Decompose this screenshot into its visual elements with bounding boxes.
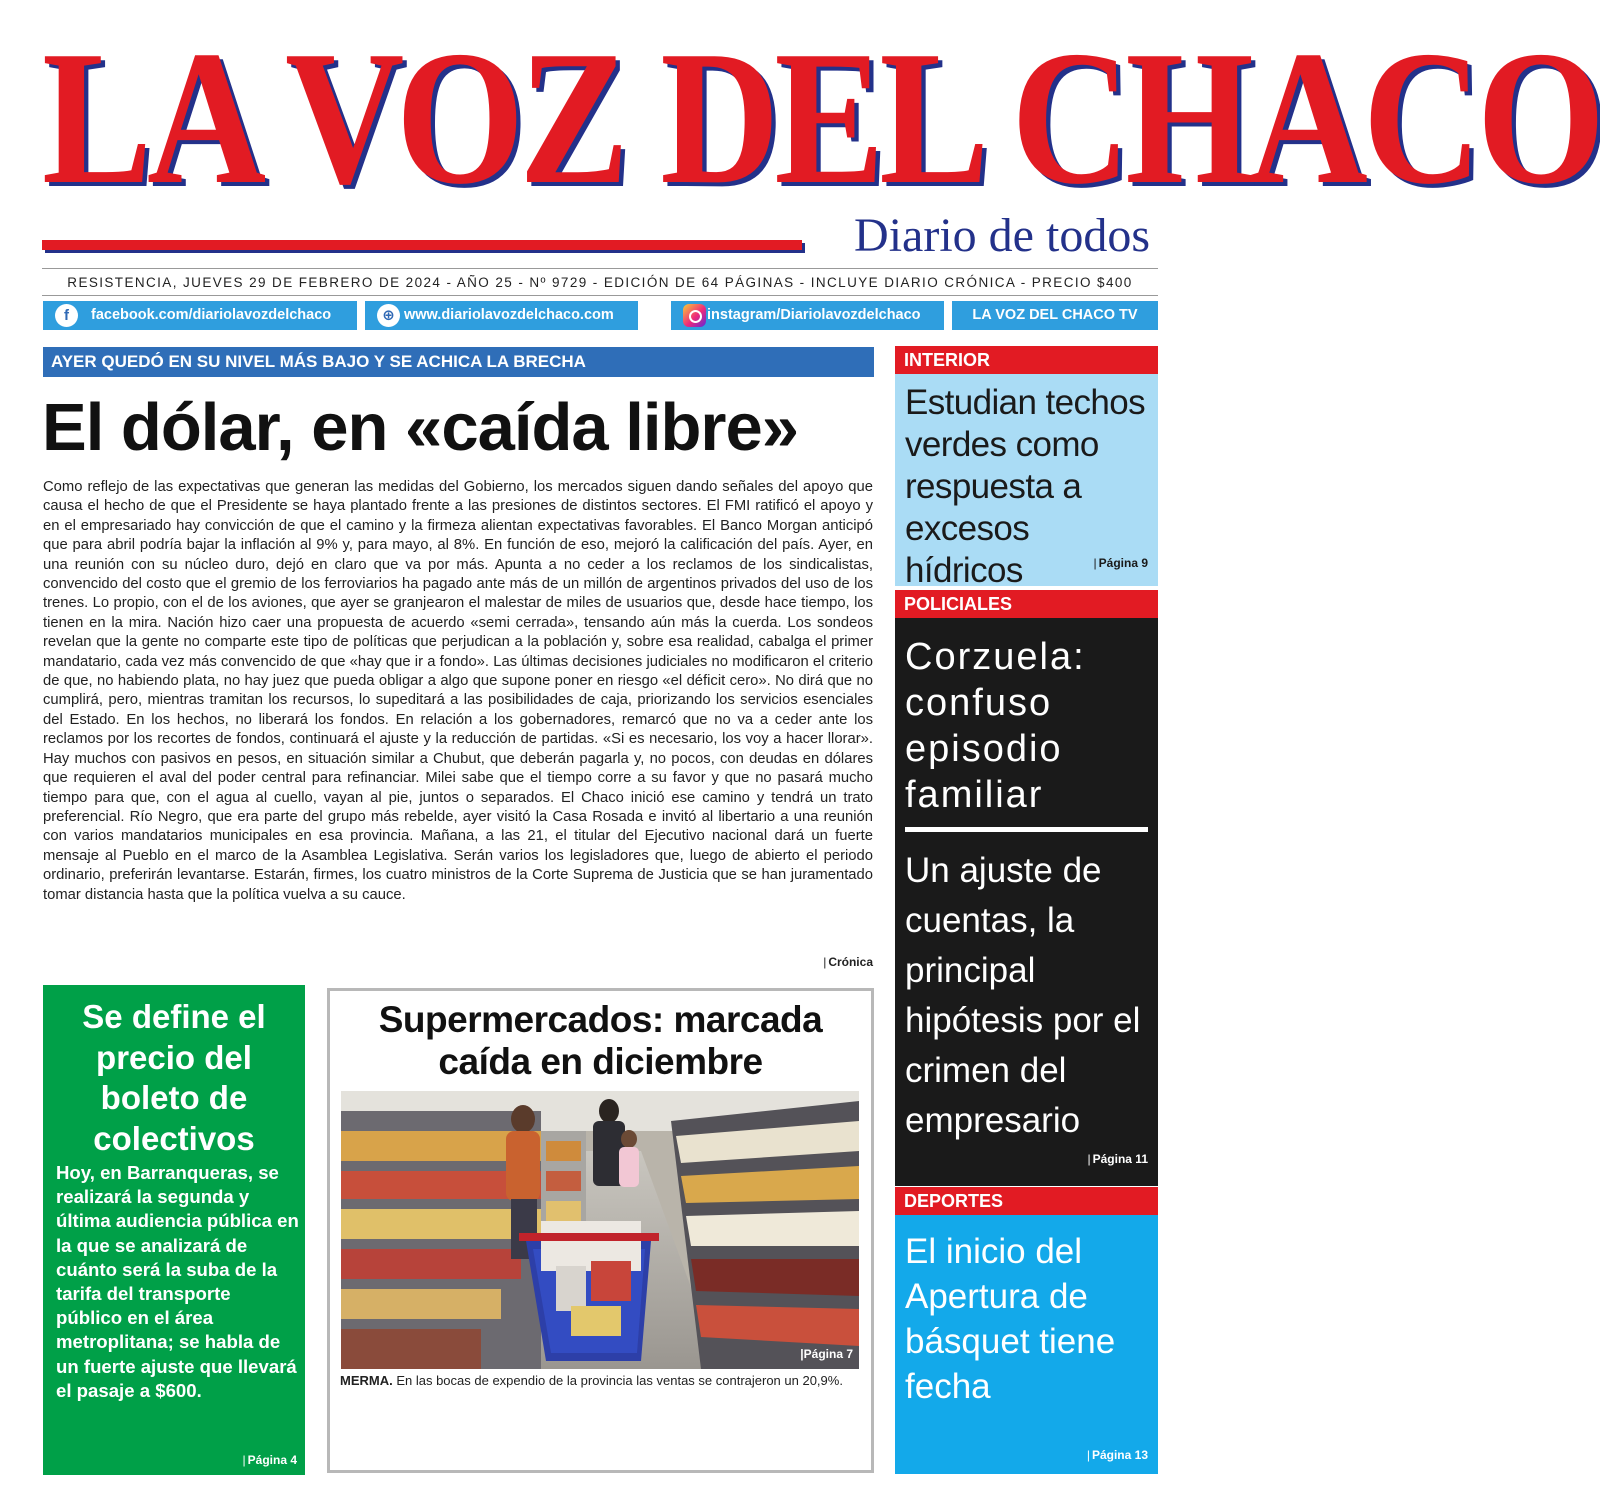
policiales-headline-1: Corzuela: confuso episodio familiar bbox=[905, 636, 1086, 816]
main-kicker: AYER QUEDÓ EN SU NIVEL MÁS BAJO Y SE ACHICA LA BRECHA bbox=[43, 347, 874, 377]
masthead-subtitle: Diario de todos bbox=[854, 209, 1150, 262]
masthead-rule bbox=[42, 240, 802, 250]
instagram-link[interactable] bbox=[671, 301, 944, 330]
section-interior: INTERIOR bbox=[895, 346, 1158, 374]
policiales-box[interactable] bbox=[895, 618, 1158, 1186]
globe-icon: ⊕ bbox=[377, 304, 400, 327]
facebook-icon: f bbox=[55, 304, 78, 327]
tv-label: LA VOZ DEL CHACO TV bbox=[972, 307, 1138, 323]
facebook-link[interactable] bbox=[43, 301, 357, 330]
masthead bbox=[40, 11, 1600, 262]
policiales-headline-2: Un ajuste de cuentas, la principal hipótesis por el crimen del empresario bbox=[905, 851, 1141, 1140]
boleto-headline: Se define el precio del boleto de colectivos bbox=[82, 998, 266, 1157]
masthead-title: LA VOZ DEL CHACO bbox=[42, 11, 1600, 224]
photo-caption: MERMA. En las bocas de expendio de la provincia las ventas se contrajeron un 20,9%. bbox=[340, 1373, 843, 1388]
supermercados-page-ref: |Página 7 bbox=[800, 1347, 853, 1361]
boleto-body: Hoy, en Barranqueras, se realizará la segunda y última audiencia pública en la que se analizará de cuánto será la suba de la tarifa del transporte público en el área metroplitana; se habla de un fuerte ajuste que llevará el pasaje a $600. bbox=[56, 1162, 299, 1401]
dateline: RESISTENCIA, JUEVES 29 DE FEBRERO DE 2024 - AÑO 25 - Nº 9729 - EDICIÓN DE 64 PÁGINAS - INCLUYE DIARIO CRÓNICA - PRECIO $400 bbox=[42, 268, 1158, 296]
section-deportes: DEPORTES bbox=[895, 1187, 1158, 1215]
supermercados-headline: Supermercados: marcada caída en diciembre bbox=[378, 999, 823, 1082]
instagram-label: instagram/Diariolavozdelchaco bbox=[707, 307, 921, 323]
main-headline[interactable]: El dólar, en «caída libre» bbox=[42, 390, 799, 465]
interior-page-ref: | Página 9 bbox=[1094, 556, 1148, 570]
main-body: Como reflejo de las expectativas que generan las medidas del Gobierno, los mercados siguen dando señales del apoyo que causa el hecho de que el Presidente se haya plantado frente a las presiones de distintos sectores. El FMI ratificó el apoyo y en el empresariado hay convicción de que el camino y la firmeza alientan expectativas favorables. El Banco Morgan anticipó que para abril podría bajar la inflación al 9% y, para mayo, al 8%. En función de eso, mejoró la calificación del país. Ayer, en una reunión con su núcleo duro, dejó en claro que va por más. Apunta a no ceder a los reclamos de los sindicalistas, convencido del costo que el gremio de los ferroviarios ha pagado ante más de un millón de argentinos privados del uso de los trenes. Lo propio, con el de los aviones, que ayer se granjearon el malestar de miles de usuarios que, desde hace tiempo, los tienen en la mira. Nación hizo caer una propuesta de acuerdo «semi cerrada», tensando aún más la cuerda. Los sondeos revelan que la gente no comparte este tipo de políticas que perjudican a la población y, sobre esa realidad, cabalga el primer mandatario, cada vez más convencido de que «hay que ir a fondo». Las últimas decisiones judiciales no modificaron el criterio de que, no habiendo plata, no hay juez que pueda obligar a algo que supone poner en riesgo «el déficit cero». No dirá que no cumplirá, pero, mientras tramitan los recursos, lo supeditará a las posibilidades de caja, priorizando los servicios esenciales del Estado. En los hechos, no liberará los fondos. En relación a los gobernadores, remarcó que no va a ceder ante los reclamos por los recortes de fondos, continuará el ajuste y la reducción de partidas. «Si es necesario, los voy a hacer llorar». Hay muchos con pasivos en pesos, en situación similar a Chubut, que deberán pagarla y, no pocos, con deudas en dólares que requieren el aval del poder central para refinanciar. Milei sabe que el tiempo corre a su favor y que no pasará mucho tiempo para que, con el agua al cuello, vayan al pie, juntos o separados. El Chaco inició ese camino y tendrá un trato preferencial. Río Negro, que era parte del grupo más rebelde, ayer visitó la Casa Rosada e invitó al libertario a una reunión con varios mandatarios municipales en esa provincia. Mañana, a las 21, el titular del Ejecutivo nacional dará un fuerte mensaje al Pueblo en el marco de la Asamblea Legislativa. Serán varios los legisladores que, luego de abierto el periodo ordinario, preferirán levantarse. Estarán, firmes, los cuatro ministros de la Corte Suprema de Justicia que se han juramentado tomar distancia hasta que la política vuelva a su cauce. bbox=[43, 479, 873, 903]
deportes-box[interactable] bbox=[895, 1215, 1158, 1474]
section-policiales: POLICIALES bbox=[895, 590, 1158, 618]
tv-link[interactable] bbox=[952, 301, 1158, 330]
instagram-icon bbox=[683, 304, 706, 327]
deportes-page-ref: | Página 13 bbox=[1087, 1448, 1148, 1462]
website-link[interactable] bbox=[365, 301, 638, 330]
supermarket-photo bbox=[341, 1091, 859, 1369]
supermercados-box[interactable] bbox=[327, 988, 874, 1473]
facebook-label: facebook.com/diariolavozdelchaco bbox=[91, 307, 332, 323]
policiales-divider bbox=[905, 827, 1148, 832]
boleto-box[interactable] bbox=[43, 985, 305, 1475]
website-label: www.diariolavozdelchaco.com bbox=[404, 307, 614, 323]
interior-headline: Estudian techos verdes como respuesta a excesos hídricos bbox=[905, 383, 1146, 590]
policiales-page-ref: | Página 11 bbox=[1088, 1152, 1149, 1166]
interior-box[interactable] bbox=[895, 374, 1158, 590]
main-source: | Crónica bbox=[700, 955, 873, 969]
deportes-headline: El inicio del Apertura de básquet tiene fecha bbox=[905, 1232, 1116, 1406]
boleto-page-ref: | Página 4 bbox=[243, 1453, 297, 1467]
